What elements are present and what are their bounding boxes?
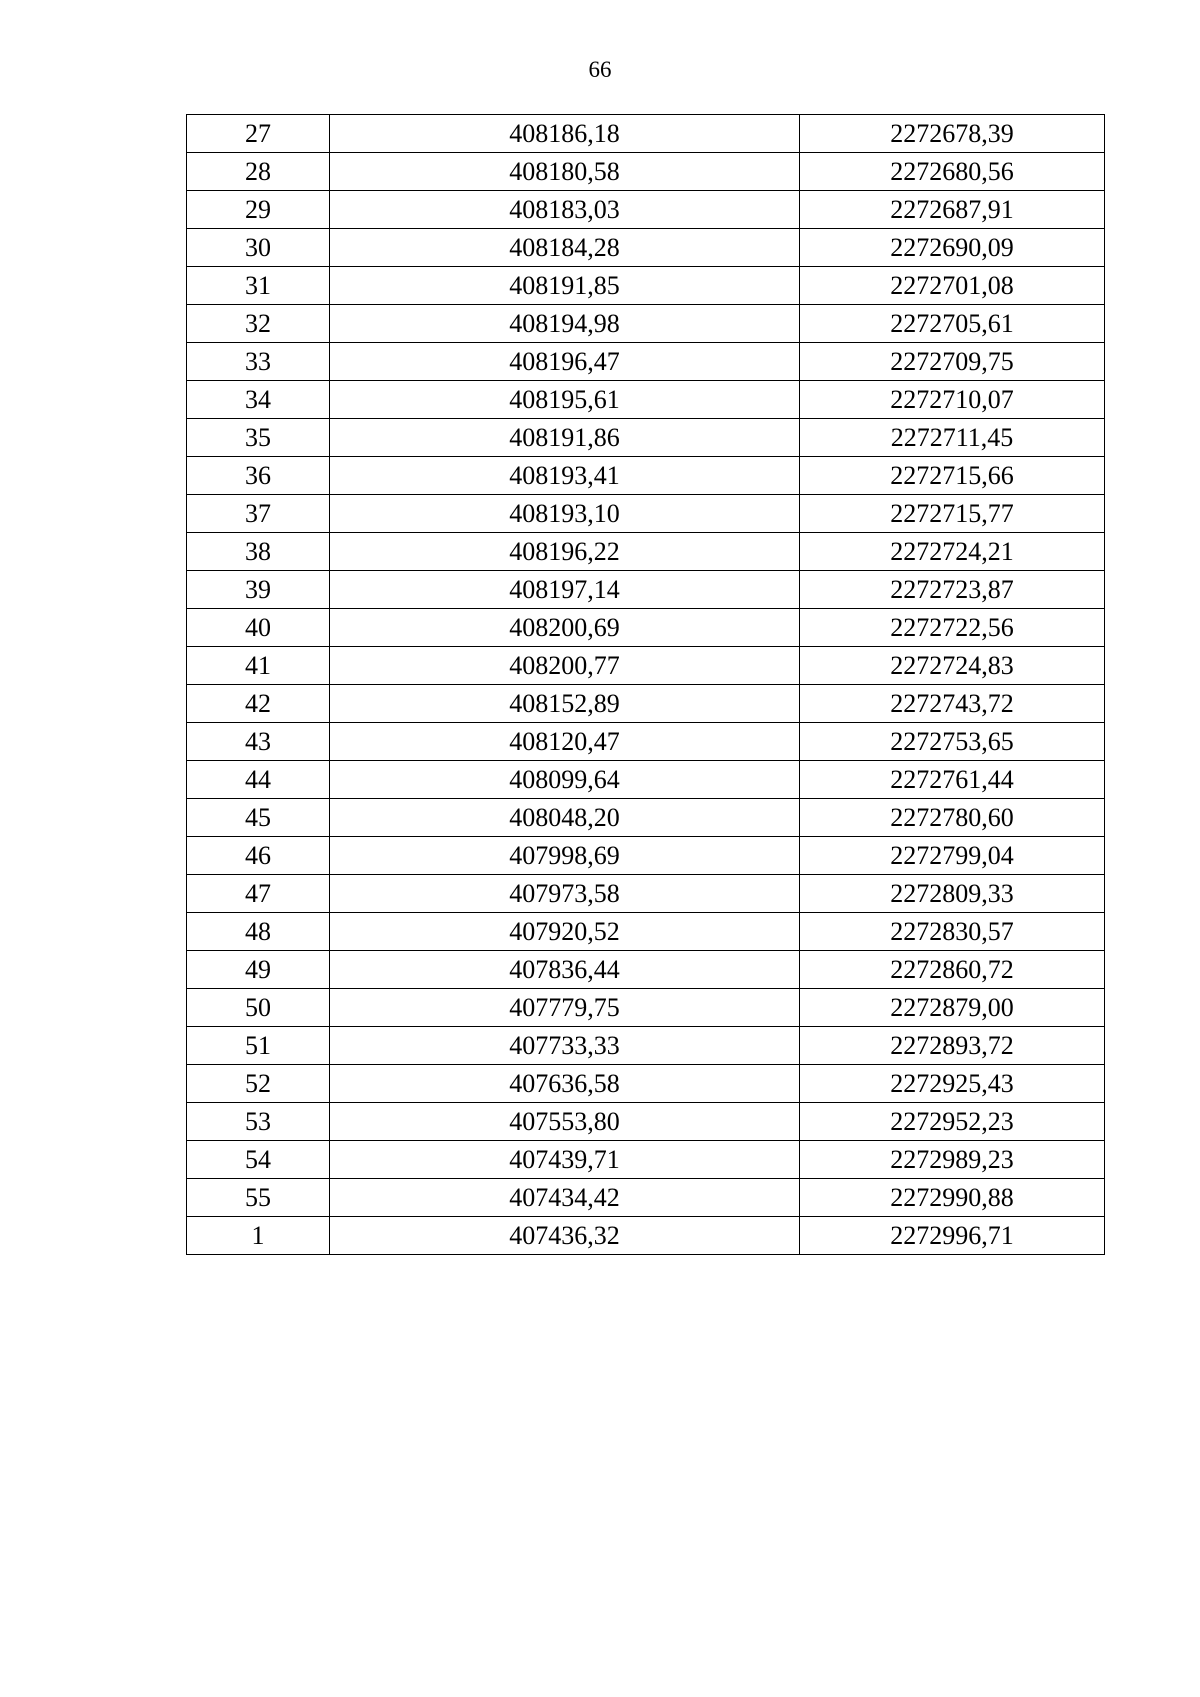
x-coordinate-cell: 407553,80 xyxy=(330,1103,800,1141)
table-row xyxy=(187,571,1105,609)
page-number: 66 xyxy=(588,57,612,82)
point-number-cell: 49 xyxy=(187,951,330,989)
point-number-cell: 43 xyxy=(187,723,330,761)
x-coordinate-cell: 408186,18 xyxy=(330,115,800,153)
table-row xyxy=(187,343,1105,381)
x-coordinate-cell: 407973,58 xyxy=(330,875,800,913)
y-coordinate-cell: 2272743,72 xyxy=(800,685,1105,723)
x-coordinate-cell: 408200,77 xyxy=(330,647,800,685)
point-number-cell: 33 xyxy=(187,343,330,381)
x-coordinate-cell: 408195,61 xyxy=(330,381,800,419)
table-row xyxy=(187,837,1105,875)
point-number-cell: 34 xyxy=(187,381,330,419)
y-coordinate-cell: 2272678,39 xyxy=(800,115,1105,153)
y-coordinate-cell: 2272701,08 xyxy=(800,267,1105,305)
point-number-cell: 50 xyxy=(187,989,330,1027)
point-number-cell: 28 xyxy=(187,153,330,191)
y-coordinate-cell: 2272680,56 xyxy=(800,153,1105,191)
y-coordinate-cell: 2272705,61 xyxy=(800,305,1105,343)
table-row xyxy=(187,951,1105,989)
table-row xyxy=(187,267,1105,305)
x-coordinate-cell: 408099,64 xyxy=(330,761,800,799)
point-number-cell: 30 xyxy=(187,229,330,267)
x-coordinate-cell: 407636,58 xyxy=(330,1065,800,1103)
coordinates-table-body xyxy=(187,115,1105,1255)
y-coordinate-cell: 2272893,72 xyxy=(800,1027,1105,1065)
x-coordinate-cell: 407733,33 xyxy=(330,1027,800,1065)
y-coordinate-cell: 2272996,71 xyxy=(800,1217,1105,1255)
y-coordinate-cell: 2272715,66 xyxy=(800,457,1105,495)
x-coordinate-cell: 408196,47 xyxy=(330,343,800,381)
x-coordinate-cell: 408191,85 xyxy=(330,267,800,305)
x-coordinate-cell: 407436,32 xyxy=(330,1217,800,1255)
table-row xyxy=(187,191,1105,229)
point-number-cell: 40 xyxy=(187,609,330,647)
point-number-cell: 35 xyxy=(187,419,330,457)
y-coordinate-cell: 2272925,43 xyxy=(800,1065,1105,1103)
y-coordinate-cell: 2272799,04 xyxy=(800,837,1105,875)
coordinates-table xyxy=(186,114,1105,1255)
x-coordinate-cell: 408197,14 xyxy=(330,571,800,609)
x-coordinate-cell: 407779,75 xyxy=(330,989,800,1027)
y-coordinate-cell: 2272724,21 xyxy=(800,533,1105,571)
table-row xyxy=(187,1065,1105,1103)
x-coordinate-cell: 407998,69 xyxy=(330,837,800,875)
table-row xyxy=(187,1103,1105,1141)
x-coordinate-cell: 408200,69 xyxy=(330,609,800,647)
table-row xyxy=(187,419,1105,457)
point-number-cell: 32 xyxy=(187,305,330,343)
point-number-cell: 41 xyxy=(187,647,330,685)
table-row xyxy=(187,533,1105,571)
point-number-cell: 39 xyxy=(187,571,330,609)
y-coordinate-cell: 2272989,23 xyxy=(800,1141,1105,1179)
table-row xyxy=(187,685,1105,723)
table-row xyxy=(187,305,1105,343)
y-coordinate-cell: 2272830,57 xyxy=(800,913,1105,951)
y-coordinate-cell: 2272711,45 xyxy=(800,419,1105,457)
y-coordinate-cell: 2272879,00 xyxy=(800,989,1105,1027)
table-row xyxy=(187,799,1105,837)
y-coordinate-cell: 2272780,60 xyxy=(800,799,1105,837)
point-number-cell: 42 xyxy=(187,685,330,723)
y-coordinate-cell: 2272723,87 xyxy=(800,571,1105,609)
point-number-cell: 52 xyxy=(187,1065,330,1103)
table-row xyxy=(187,115,1105,153)
x-coordinate-cell: 408048,20 xyxy=(330,799,800,837)
table-row xyxy=(187,989,1105,1027)
point-number-cell: 55 xyxy=(187,1179,330,1217)
x-coordinate-cell: 407434,42 xyxy=(330,1179,800,1217)
point-number-cell: 46 xyxy=(187,837,330,875)
table-row xyxy=(187,381,1105,419)
x-coordinate-cell: 408152,89 xyxy=(330,685,800,723)
point-number-cell: 47 xyxy=(187,875,330,913)
table-row xyxy=(187,723,1105,761)
point-number-cell: 36 xyxy=(187,457,330,495)
y-coordinate-cell: 2272860,72 xyxy=(800,951,1105,989)
x-coordinate-cell: 408193,10 xyxy=(330,495,800,533)
y-coordinate-cell: 2272990,88 xyxy=(800,1179,1105,1217)
point-number-cell: 29 xyxy=(187,191,330,229)
table-row xyxy=(187,153,1105,191)
table-row xyxy=(187,1027,1105,1065)
table-row xyxy=(187,609,1105,647)
x-coordinate-cell: 408193,41 xyxy=(330,457,800,495)
y-coordinate-cell: 2272690,09 xyxy=(800,229,1105,267)
x-coordinate-cell: 408194,98 xyxy=(330,305,800,343)
point-number-cell: 53 xyxy=(187,1103,330,1141)
point-number-cell: 31 xyxy=(187,267,330,305)
point-number-cell: 48 xyxy=(187,913,330,951)
table-row xyxy=(187,1141,1105,1179)
y-coordinate-cell: 2272710,07 xyxy=(800,381,1105,419)
point-number-cell: 27 xyxy=(187,115,330,153)
y-coordinate-cell: 2272709,75 xyxy=(800,343,1105,381)
x-coordinate-cell: 407836,44 xyxy=(330,951,800,989)
x-coordinate-cell: 407920,52 xyxy=(330,913,800,951)
x-coordinate-cell: 407439,71 xyxy=(330,1141,800,1179)
table-row xyxy=(187,761,1105,799)
x-coordinate-cell: 408191,86 xyxy=(330,419,800,457)
x-coordinate-cell: 408180,58 xyxy=(330,153,800,191)
y-coordinate-cell: 2272722,56 xyxy=(800,609,1105,647)
y-coordinate-cell: 2272715,77 xyxy=(800,495,1105,533)
table-row xyxy=(187,647,1105,685)
point-number-cell: 54 xyxy=(187,1141,330,1179)
point-number-cell: 37 xyxy=(187,495,330,533)
table-row xyxy=(187,495,1105,533)
table-row xyxy=(187,875,1105,913)
table-row xyxy=(187,229,1105,267)
x-coordinate-cell: 408184,28 xyxy=(330,229,800,267)
point-number-cell: 1 xyxy=(187,1217,330,1255)
x-coordinate-cell: 408196,22 xyxy=(330,533,800,571)
y-coordinate-cell: 2272753,65 xyxy=(800,723,1105,761)
point-number-cell: 51 xyxy=(187,1027,330,1065)
point-number-cell: 44 xyxy=(187,761,330,799)
table-row xyxy=(187,1217,1105,1255)
y-coordinate-cell: 2272687,91 xyxy=(800,191,1105,229)
point-number-cell: 45 xyxy=(187,799,330,837)
y-coordinate-cell: 2272952,23 xyxy=(800,1103,1105,1141)
y-coordinate-cell: 2272724,83 xyxy=(800,647,1105,685)
x-coordinate-cell: 408183,03 xyxy=(330,191,800,229)
x-coordinate-cell: 408120,47 xyxy=(330,723,800,761)
y-coordinate-cell: 2272761,44 xyxy=(800,761,1105,799)
table-row xyxy=(187,1179,1105,1217)
point-number-cell: 38 xyxy=(187,533,330,571)
table-row xyxy=(187,913,1105,951)
table-row xyxy=(187,457,1105,495)
y-coordinate-cell: 2272809,33 xyxy=(800,875,1105,913)
